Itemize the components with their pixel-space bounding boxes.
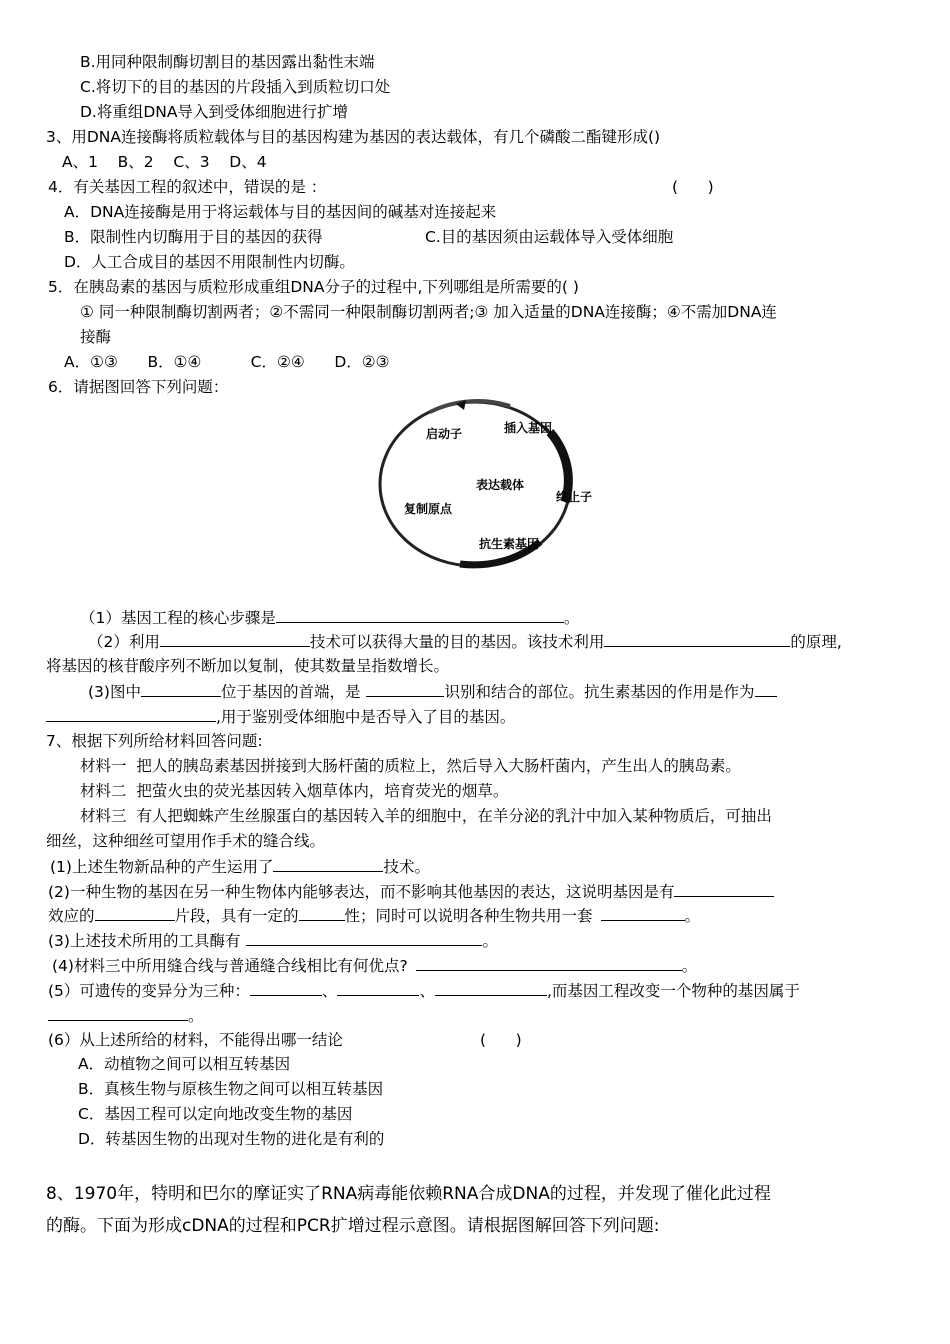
q6-part3-cont: [46, 705, 515, 728]
q6-part1-blank[interactable]: [276, 606, 564, 623]
q7-sub2-text-c: 片段，具有一定的: [174, 907, 299, 925]
q4-option-b: B．限制性内切酶用于目的基因的获得: [64, 228, 323, 246]
q2-option-c: C.将切下的目的基因的片段插入到质粒切口处: [80, 78, 391, 96]
q4-stem: 4．有关基因工程的叙述中，错误的是 ：: [48, 178, 327, 196]
q8-stem-line1: 8、1970年，特明和巴尔的摩证实了RNA病毒能依赖RNA合成DNA的过程，并发现了催化此过程: [46, 1184, 771, 1204]
q7-sub5-blank3[interactable]: [435, 979, 547, 996]
q6-part3-blank1[interactable]: [141, 680, 221, 697]
label-expression-vector: 表达载体: [476, 478, 525, 492]
q5-items-line1: ① 同一种限制酶切割两者；②不需同一种限制酶切割两者;③ 加入适量的DNA连接酶；④不需加DNA连: [80, 303, 777, 321]
q5-options: A．①③ B．①④ C．②④ D．②③: [64, 353, 390, 371]
q4-option-d: D．人工合成目的基因不用限制性内切酶。: [64, 253, 355, 271]
q7-sub2-end: 。: [684, 907, 701, 925]
q7-material-2: 材料二 把萤火虫的荧光基因转入烟草体内，培育荧光的烟草。: [80, 782, 509, 800]
q7-sub5-blank4[interactable]: [48, 1004, 188, 1021]
q2-option-d: D.将重组DNA导入到受体细胞进行扩增: [80, 103, 348, 121]
q7-sub2-cont: [48, 904, 700, 927]
q7-sub4-text: (4)材料三中所用缝合线与普通缝合线相比有何优点?: [52, 957, 408, 975]
q7-sub1-end: 技术。: [383, 858, 430, 876]
q7-sub6-option-d: D．转基因生物的出现对生物的进化是有利的: [78, 1130, 385, 1148]
q6-part3: [88, 680, 777, 703]
q7-sub5-blank1[interactable]: [250, 979, 322, 996]
q7-sub5-text-a: (5）可遗传的变异分为三种：: [48, 982, 250, 1000]
q7-sub6: (6）从上述所给的材料，不能得出哪一结论: [48, 1031, 343, 1049]
q6-part2-text-a: （2）利用: [88, 633, 160, 651]
q6-part3-text-c: 识别和结合的部位。抗生素基因的作用是作为: [444, 683, 755, 701]
q7-sub3-blank[interactable]: [246, 929, 482, 946]
q7-sub5-blank2[interactable]: [337, 979, 419, 996]
q3-stem: 3、用DNA连接酶将质粒载体与目的基因构建为基因的表达载体，有几个磷酸二酯键形成(): [46, 128, 661, 146]
q7-sub2-blank1[interactable]: [674, 880, 774, 897]
q4-answer-paren: ( ): [672, 178, 714, 196]
q6-part2-text-c: 的原理,: [790, 633, 842, 651]
q5-items-line2: 接酶: [80, 328, 112, 346]
q7-sub6-option-c: C．基因工程可以定向地改变生物的基因: [78, 1105, 353, 1123]
q7-material-3-line1: 材料三 有人把蜘蛛产生丝腺蛋白的基因转入羊的细胞中，在羊分泌的乳汁中加入某种物质后，可抽出: [80, 807, 772, 825]
q7-sub6-option-a: A．动植物之间可以相互转基因: [78, 1055, 291, 1073]
label-promoter: 启动子: [426, 427, 463, 441]
q7-sub5-sep1: 、: [321, 982, 338, 1000]
q6-part1-text: （1）基因工程的核心步骤是: [80, 609, 276, 627]
q7-sub2-blank2[interactable]: [95, 904, 175, 921]
q7-stem: 7、根据下列所给材料回答问题:: [46, 732, 263, 750]
q7-sub3-end: 。: [482, 932, 498, 950]
q7-sub1-blank[interactable]: [273, 855, 383, 872]
q8-stem-line2: 的酶。下面为形成cDNA的过程和PCR扩增过程示意图。请根据图解回答下列问题:: [46, 1216, 660, 1236]
q7-sub5-text-d: ,而基因工程改变一个物种的基因属于: [546, 982, 800, 1000]
q7-sub3-text: (3)上述技术所用的工具酶有: [48, 932, 241, 950]
q7-sub5-end: 。: [188, 1007, 204, 1025]
q7-sub5: [48, 979, 800, 1002]
q7-material-1: 材料一 把人的胰岛素基因拼接到大肠杆菌的质粒上，然后导入大肠杆菌内，产生出人的胰岛素。: [80, 757, 741, 775]
q6-part1: [80, 606, 579, 629]
label-antibiotic-gene: 抗生素基因: [479, 537, 540, 551]
q6-part2: [88, 630, 842, 653]
q7-sub3: [48, 929, 498, 952]
label-replication-origin: 复制原点: [404, 502, 453, 516]
q6-part2-text-b: 技术可以获得大量的目的基因。该技术利用: [309, 633, 605, 651]
q7-sub2-blank4[interactable]: [601, 904, 685, 921]
q6-part3-blank3[interactable]: [755, 680, 777, 697]
q5-stem: 5．在胰岛素的基因与质粒形成重组DNA分子的过程中,下列哪组是所需要的( ): [48, 278, 579, 296]
q3-options: A、1 B、2 C、3 D、4: [62, 153, 267, 171]
q7-sub4-blank[interactable]: [416, 954, 682, 971]
q6-part3-text-b: 位于基因的首端，是: [220, 683, 361, 701]
q7-sub2-text-b: 效应的: [48, 907, 95, 925]
q6-part2-blank1[interactable]: [160, 630, 310, 647]
q7-sub4-end: 。: [681, 957, 698, 975]
q4-option-a: A．DNA连接酶是用于将运载体与目的基因间的碱基对连接起来: [64, 203, 497, 221]
q6-part1-end: 。: [563, 609, 580, 627]
q7-sub2: [48, 880, 774, 903]
q7-sub1: [50, 855, 430, 878]
q7-sub1-text: (1)上述生物新品种的产生运用了: [50, 858, 274, 876]
q7-sub4: [52, 954, 697, 977]
q6-stem: 6．请据图回答下列问题：: [48, 378, 229, 396]
q7-sub6-answer-paren: ( ): [480, 1031, 522, 1049]
q6-part3-text-d: ,用于鉴别受体细胞中是否导入了目的基因。: [216, 708, 516, 726]
q7-material-3-line2: 细丝，这种细丝可望用作手术的缝合线。: [46, 832, 326, 850]
q7-sub6-option-b: B．真核生物与原核生物之间可以相互转基因: [78, 1080, 384, 1098]
expression-vector-diagram: [370, 392, 593, 577]
q6-part2-cont: 将基因的核苷酸序列不断加以复制，使其数量呈指数增长。: [46, 657, 450, 675]
label-terminator: 终止子: [556, 490, 593, 504]
q6-part2-blank2[interactable]: [604, 630, 790, 647]
q7-sub5-sep2: 、: [419, 982, 435, 1000]
q4-option-c: C.目的基因须由运载体导入受体细胞: [425, 228, 674, 246]
q7-sub5-cont: [48, 1004, 204, 1027]
promoter-segment: [430, 401, 510, 412]
q2-option-b: B.用同种限制酶切割目的基因露出黏性末端: [80, 53, 375, 71]
q7-sub2-text-a: (2)一种生物的基因在另一种生物体内能够表达，而不影响其他基因的表达，这说明基因是有: [48, 883, 675, 901]
q6-part3-blank2[interactable]: [366, 680, 444, 697]
q6-part3-text-a: (3)图中: [88, 683, 141, 701]
q7-sub2-text-d: 性；同时可以说明各种生物共用一套: [344, 907, 593, 925]
q6-part3-blank3-cont[interactable]: [46, 705, 216, 722]
q7-sub2-blank3[interactable]: [299, 904, 345, 921]
label-insert-gene: 插入基因: [504, 421, 553, 435]
